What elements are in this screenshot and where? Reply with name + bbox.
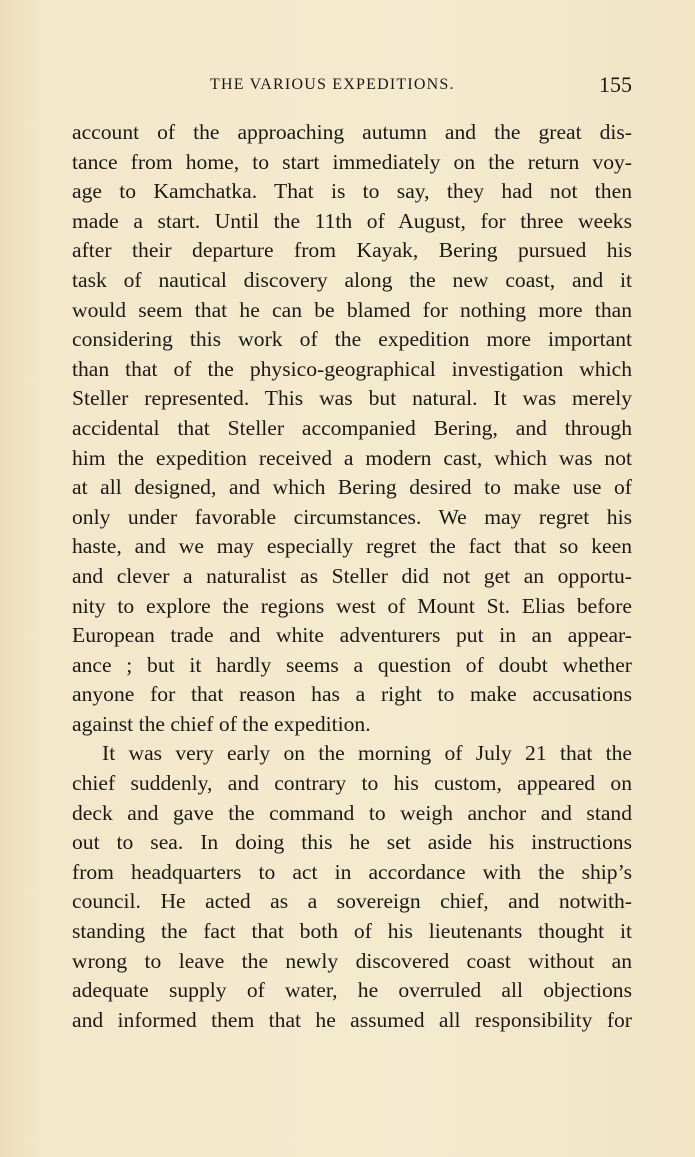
text-line: account of the approaching autumn and the great dis- xyxy=(72,120,632,144)
body-text xyxy=(72,118,632,1035)
text-line: task of nautical discovery along the new coast, and it xyxy=(72,267,632,292)
text-line: after their departure from Kayak, Bering pursued his xyxy=(72,238,632,263)
text-line: out to sea. In doing this he set aside his instructions xyxy=(72,830,632,855)
text-line: from headquarters to act in accordance with the ship’s xyxy=(72,859,632,884)
text-line: at all designed, and which Bering desired to make use of xyxy=(72,475,632,500)
text-line: tance from home, to start immediately on the return voy- xyxy=(72,149,632,174)
text-line: nity to explore the regions west of Mount St. Elias before xyxy=(72,593,632,618)
text-line: ance ; but it hardly seems a question of doubt whether xyxy=(72,652,632,677)
text-line: and informed them that he assumed all responsibility for xyxy=(72,1007,632,1032)
text-line: Steller represented. This was but natural. It was merely xyxy=(72,386,632,411)
text-line: accidental that Steller accompanied Bering, and through xyxy=(72,415,632,440)
text-line: anyone for that reason has a right to make accusations xyxy=(72,682,632,707)
text-line: wrong to leave the newly discovered coast without an xyxy=(72,948,632,973)
text-line: considering this work of the expedition more important xyxy=(72,327,632,352)
page-number: 155 xyxy=(599,72,632,97)
text-line: deck and gave the command to weigh anchor and stand xyxy=(72,800,632,825)
running-head xyxy=(72,72,632,102)
text-line: It was very early on the morning of July 21 that the xyxy=(102,741,632,766)
text-line: would seem that he can be blamed for nothing more than xyxy=(72,297,632,322)
text-line: haste, and we may especially regret the fact that so keen xyxy=(72,534,632,559)
text-line: adequate supply of water, he overruled all objections xyxy=(72,978,632,1003)
text-line: him the expedition received a modern cast, which was not xyxy=(72,445,632,470)
text-line: standing the fact that both of his lieutenants thought it xyxy=(72,919,632,944)
running-title: THE VARIOUS EXPEDITIONS. xyxy=(210,76,455,93)
text-line: age to Kamchatka. That is to say, they had not then xyxy=(72,179,632,204)
text-line: made a start. Until the 11th of August, for three weeks xyxy=(72,208,632,233)
text-line: against the chief of the expedition. xyxy=(72,711,371,736)
text-line: chief suddenly, and contrary to his custom, appeared on xyxy=(72,771,632,796)
text-line: than that of the physico-geographical investigation which xyxy=(72,356,632,381)
text-line: council. He acted as a sovereign chief, and notwith- xyxy=(72,889,632,914)
text-line: European trade and white adventurers put in an appear- xyxy=(72,623,632,648)
text-line: and clever a naturalist as Steller did not get an opportu- xyxy=(72,563,632,588)
text-line: only under favorable circumstances. We may regret his xyxy=(72,504,632,529)
